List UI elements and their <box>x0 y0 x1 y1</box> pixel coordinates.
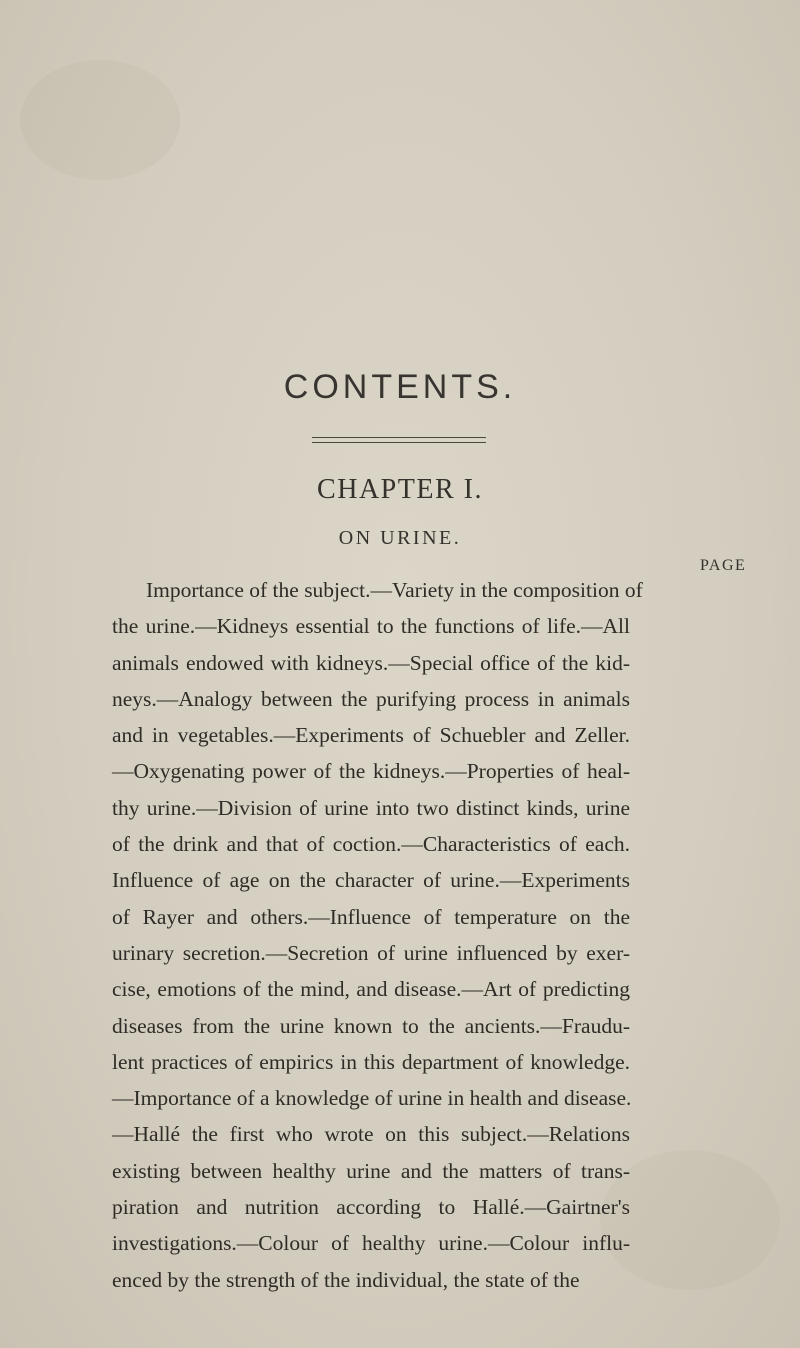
summary-line: enced by the strength of the individual, the state of the <box>112 1267 580 1292</box>
title-divider-rule <box>312 442 486 443</box>
summary-line: —Oxygenating power of the kidneys.—Properties of heal- <box>112 759 630 784</box>
page-column-label: PAGE <box>700 557 747 574</box>
summary-line: animals endowed with kidneys.—Special office of the kid- <box>112 650 630 675</box>
summary-line: of Rayer and others.—Influence of temperature on the <box>112 904 630 929</box>
summary-line: neys.—Analogy between the purifying process in animals <box>112 686 630 711</box>
summary-line: urinary secretion.—Secretion of urine influenced by exer- <box>112 940 630 965</box>
chapter-heading: CHAPTER I. <box>317 474 483 505</box>
chapter-subheading: ON URINE. <box>338 527 462 549</box>
summary-line: cise, emotions of the mind, and disease.—Art of predicting <box>112 977 630 1002</box>
summary-line: and in vegetables.—Experiments of Schuebler and Zeller. <box>112 723 630 748</box>
summary-line: investigations.—Colour of healthy urine.—Colour influ- <box>112 1231 630 1256</box>
summary-line: existing between healthy urine and the matters of trans- <box>112 1158 630 1183</box>
summary-line: piration and nutrition according to Hallé.—Gairtner's <box>112 1195 630 1220</box>
summary-line: thy urine.—Division of urine into two distinct kinds, urine <box>112 795 630 820</box>
title-divider-rule <box>312 437 486 438</box>
summary-line: the urine.—Kidneys essential to the functions of life.—All <box>112 614 630 639</box>
summary-line: —Importance of a knowledge of urine in health and disease. <box>112 1086 632 1111</box>
page-title: CONTENTS. <box>283 368 517 406</box>
summary-line: Influence of age on the character of urine.—Experiments <box>112 868 630 893</box>
chapter-summary <box>112 572 643 1298</box>
paper-stain <box>20 60 180 180</box>
summary-line: diseases from the urine known to the ancients.—Fraudu- <box>112 1013 630 1038</box>
summary-line: —Hallé the first who wrote on this subject.—Relations <box>112 1122 630 1147</box>
summary-line: Importance of the subject.—Variety in the composition of <box>146 578 643 602</box>
summary-line: lent practices of empirics in this department of knowledge. <box>112 1049 630 1074</box>
summary-line: of the drink and that of coction.—Characteristics of each. <box>112 832 630 857</box>
